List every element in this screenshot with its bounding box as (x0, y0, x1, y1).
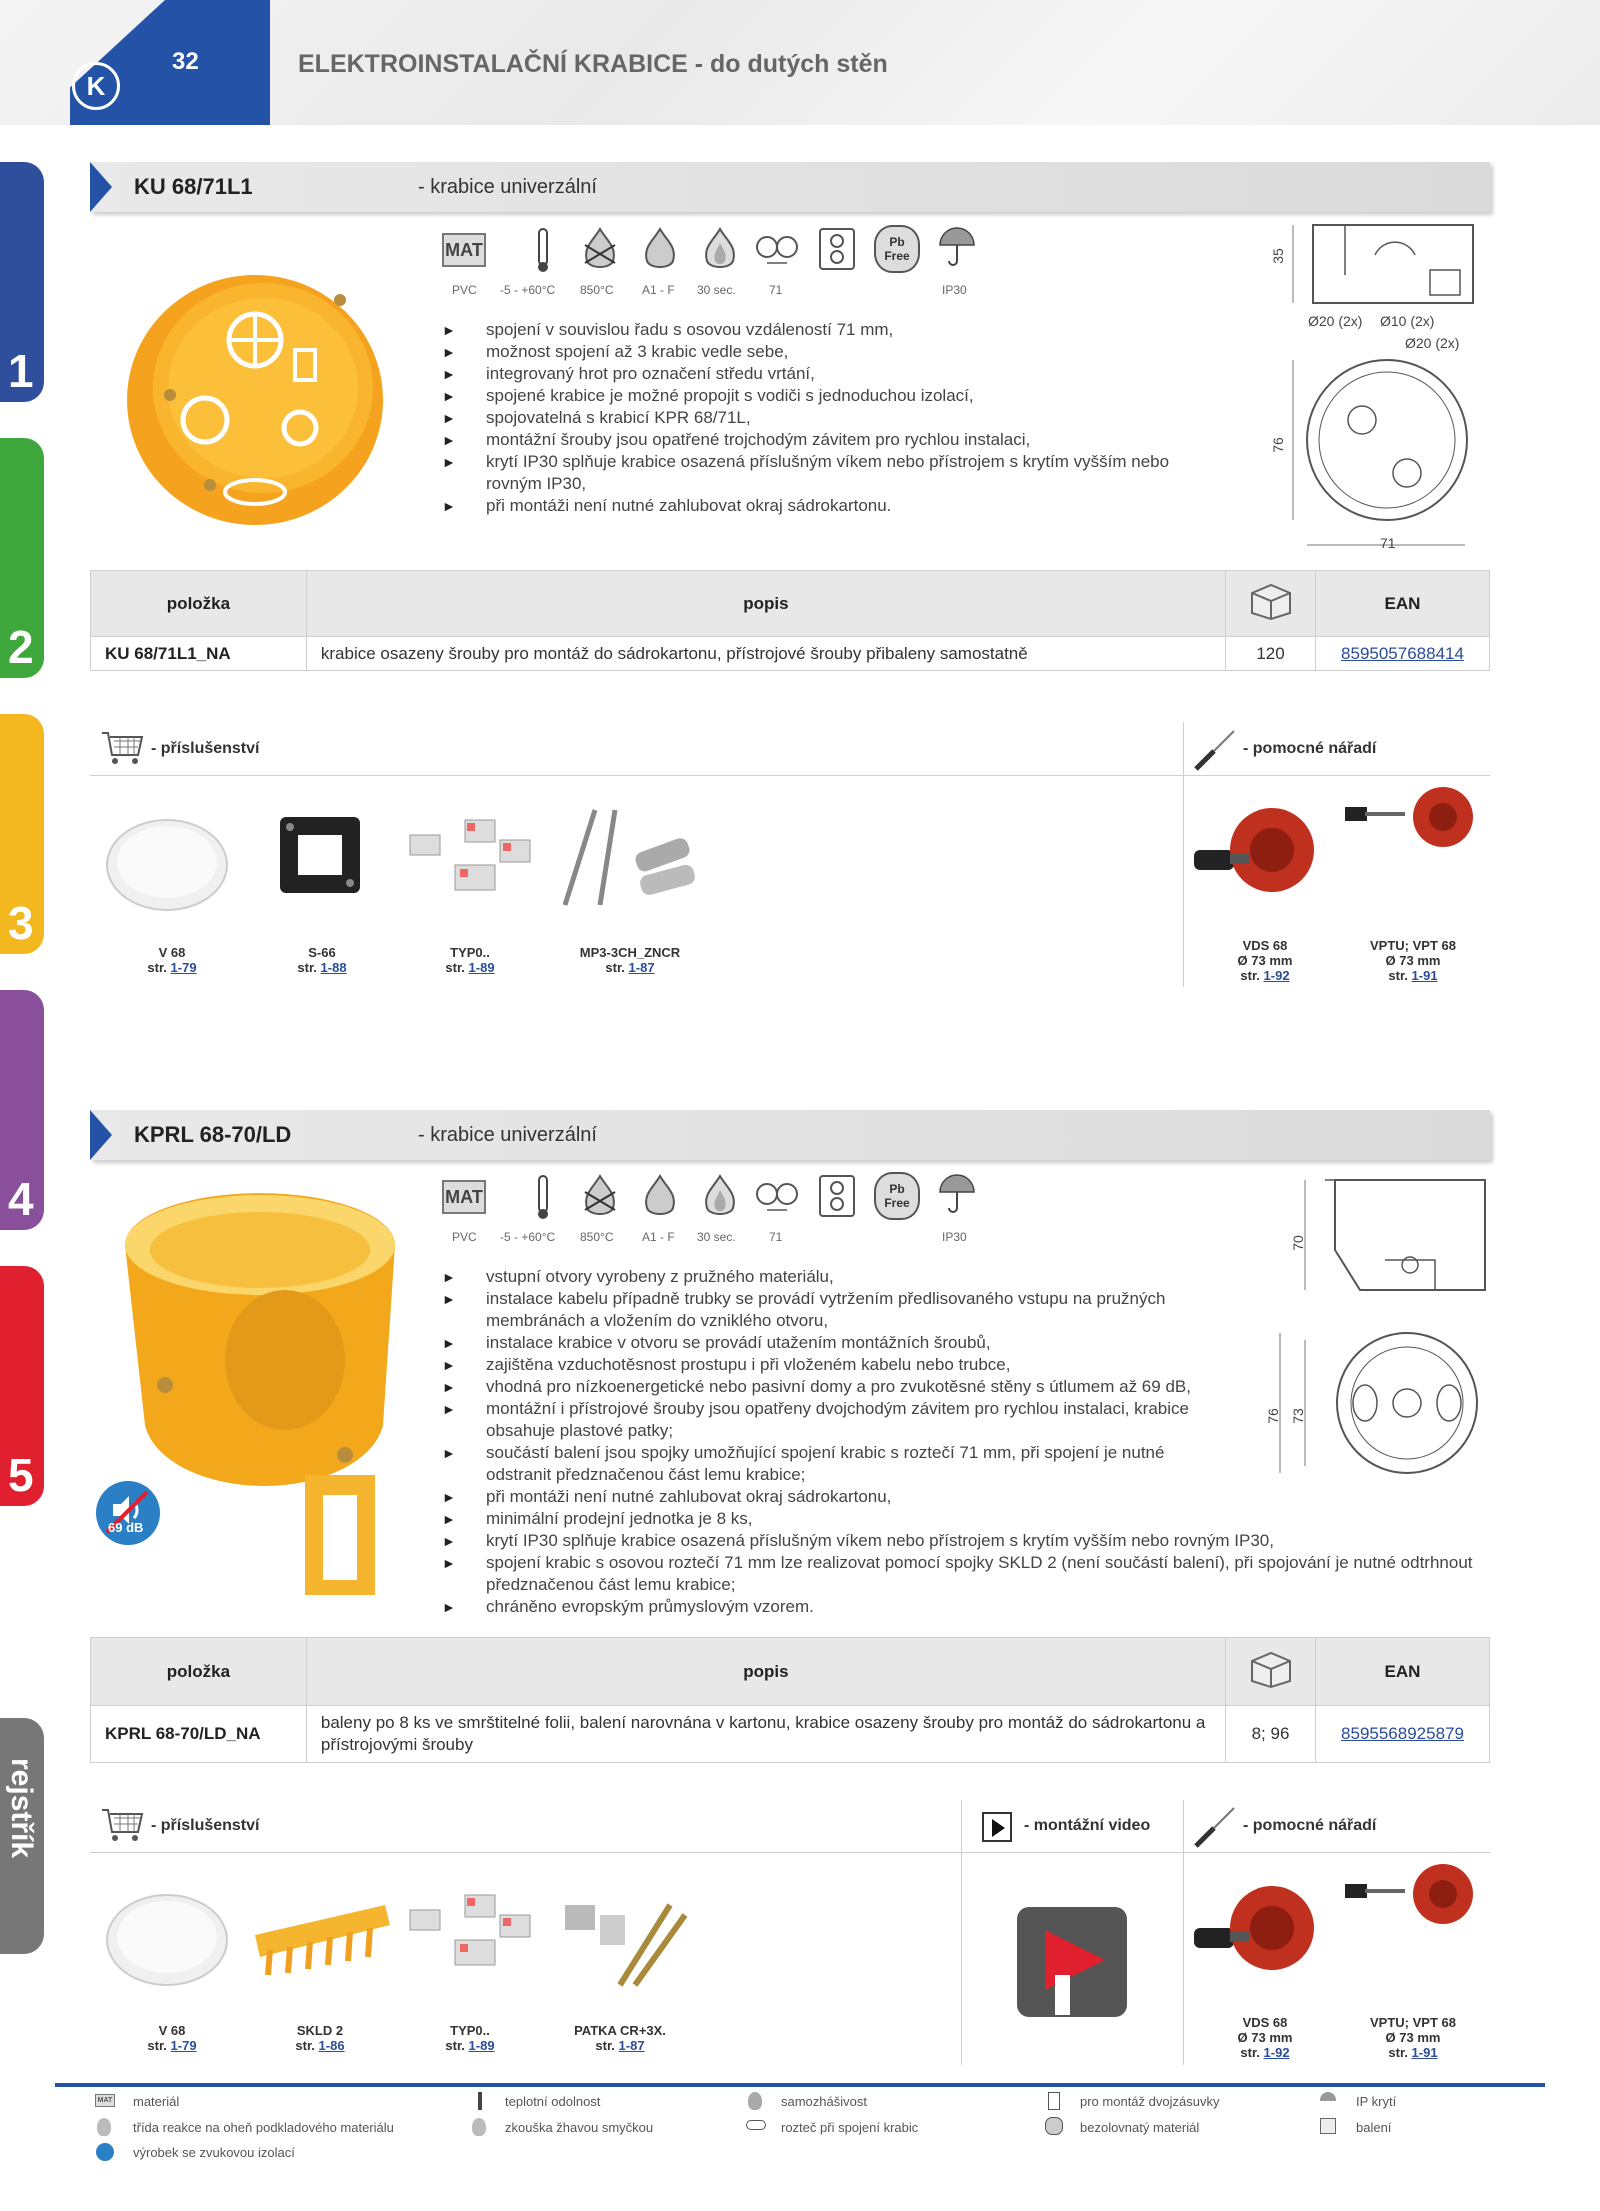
ean-link[interactable]: 8595568925879 (1315, 1706, 1489, 1763)
chapter-tab-3[interactable]: 3 (0, 714, 44, 954)
accessories-label: - příslušenství (151, 1817, 260, 1834)
cart-icon (100, 727, 144, 767)
page-link[interactable]: 1-87 (618, 2038, 645, 2053)
lead-free-icon (1045, 2117, 1063, 2135)
feature-item: ► spojené krabice je možné propojit s vodiči s jednoduchou izolací, (442, 385, 1212, 407)
box-icon (1320, 2118, 1336, 2134)
legend-item: teplotní odolnost (505, 2094, 601, 2109)
box-icon (1226, 571, 1316, 637)
chapter-tab-4[interactable]: 4 (0, 990, 44, 1230)
chapter-tab-1[interactable]: 1 (0, 162, 44, 402)
legend-item: materiál (133, 2094, 180, 2109)
legend-item: bezolovnatý materiál (1080, 2120, 1200, 2135)
dim-height: 35 (1269, 248, 1286, 264)
product-subtitle: - krabice univerzální (418, 176, 597, 198)
tool-image-vds68 (1190, 800, 1330, 900)
product-image-ku68 (115, 260, 395, 535)
tools-label: - pomocné nářadí (1243, 1817, 1377, 1834)
feature-item: ► krytí IP30 splňuje krabice osazená příslušným víkem nebo přístrojem s krytím vyšším nebo rovným IP30, (442, 1530, 1492, 1552)
material-icon: MAT (442, 1180, 486, 1214)
double-socket-icon (1048, 2092, 1060, 2110)
chapter-tab-5[interactable]: 5 (0, 1266, 44, 1506)
page-link[interactable]: 1-86 (318, 2038, 345, 2053)
chapter-tab-2[interactable]: 2 (0, 438, 44, 678)
page-link[interactable]: 1-89 (468, 2038, 495, 2053)
feature-item: ► instalace kabelu případně trubky se provádí vytržením předlisovaného vstupu na pružných membránách a vložením do vzniklého otvoru, (442, 1288, 1492, 1332)
play-video-icon[interactable] (982, 1812, 1012, 1842)
product-code: KU 68/71L1 (134, 174, 253, 199)
self-extinguishing-icon (697, 225, 743, 273)
table-row: KPRL 68-70/LD_NA baleny po 8 ks ve smrštitelné folii, balení narovnána v kartonu, krabice osazeny šrouby pro montáž do sádrokartonu a přístrojovými šrouby 8; 96 8595568925879 (91, 1706, 1490, 1763)
tool-image-vds68 (1190, 1878, 1330, 1978)
dim-side: 76 (1269, 437, 1286, 453)
page-link[interactable]: 1-91 (1411, 968, 1438, 983)
accessory-image-typ0 (405, 1890, 535, 1980)
page-link[interactable]: 1-88 (320, 960, 347, 975)
glow-wire-icon (472, 2118, 486, 2136)
glow-wire-icon (577, 225, 623, 273)
accessory-caption-typ0: TYP0.. str. 1-89 (445, 945, 495, 975)
screwdriver-icon (1190, 727, 1238, 775)
legend-item: zkouška žhavou smyčkou (505, 2120, 654, 2135)
accessory-image-v68 (105, 815, 235, 915)
technical-drawing-1 (1265, 215, 1490, 555)
page-link[interactable]: 1-79 (170, 960, 197, 975)
dim-hole-3: Ø20 (2x) (1405, 335, 1460, 351)
accessory-caption-v68: V 68 str. 1-79 (147, 945, 197, 975)
temperature-icon (520, 1172, 566, 1220)
lead-free-icon: Pb Free (874, 1172, 920, 1220)
accessory-caption-typ0: TYP0.. str. 1-89 (445, 2023, 495, 2053)
accessory-caption-patka: PATKA CR+3X. str. 1-87 (574, 2023, 666, 2053)
glow-wire-icon (577, 1172, 623, 1220)
dim-side-inner: 73 (1289, 1408, 1306, 1424)
chapter-tab-index[interactable]: rejstřík (0, 1718, 44, 1954)
lead-free-icon: Pb Free (874, 225, 920, 273)
sound-insulation-icon (96, 2143, 114, 2161)
sound-insulation-icon (95, 1480, 161, 1546)
spec-icons-2: MAT Pb Free PVC -5 - +60°C 850°C A1 - F 30 sec. 71 IP30 (442, 1172, 1002, 1232)
tool-caption-vptu: VPTU; VPT 68 Ø 73 mm str. 1-91 (1370, 2015, 1456, 2060)
tool-image-vptu (1335, 785, 1485, 865)
ip-rating-icon (934, 225, 980, 273)
material-icon: MAT (442, 233, 486, 267)
feature-item: ► spojení krabic s osovou roztečí 71 mm lze realizovat pomocí spojky SKLD 2 (není součástí balení), při spojování je nutné odtrhnout předznačenou část lemu krabice; (442, 1552, 1492, 1596)
dim-hole-1: Ø20 (2x) (1308, 313, 1363, 329)
table-row: KU 68/71L1_NA krabice osazeny šrouby pro montáž do sádrokartonu, přístrojové šrouby přibaleny samostatně 120 8595057688414 (91, 637, 1490, 671)
legend-item: pro montáž dvojzásuvky (1080, 2094, 1220, 2109)
feature-item: ► minimální prodejní jednotka je 8 ks, (442, 1508, 1492, 1530)
dim-hole-2: Ø10 (2x) (1380, 313, 1435, 329)
col-header-ean: EAN (1315, 1638, 1489, 1706)
accessory-caption-mp3: MP3-3CH_ZNCR str. 1-87 (579, 945, 681, 975)
col-header-desc: popis (306, 571, 1225, 637)
tool-image-vptu (1335, 1862, 1485, 1942)
screwdriver-icon (1190, 1804, 1238, 1852)
feature-item: ► při montáži není nutné zahlubovat okraj sádrokartonu. (442, 495, 1212, 517)
feature-item: ► při montáži není nutné zahlubovat okraj sádrokartonu, (442, 1486, 1492, 1508)
box-icon (1226, 1638, 1316, 1706)
page-link[interactable]: 1-91 (1411, 2045, 1438, 2060)
dim-bottom: 71 (1380, 535, 1396, 551)
dim-height: 70 (1289, 1235, 1306, 1251)
temperature-icon (478, 2092, 482, 2110)
feature-item: ► montážní i přístrojové šrouby jsou opatřeny dvojchodým závitem pro rychlou instalaci, krabice obsahuje plastové patky; (442, 1398, 1492, 1442)
box-pitch-icon (754, 225, 800, 273)
box-pitch-icon (746, 2120, 766, 2130)
cart-icon (100, 1804, 144, 1844)
page-link[interactable]: 1-79 (170, 2038, 197, 2053)
tool-caption-vds68: VDS 68 Ø 73 mm str. 1-92 (1237, 2015, 1293, 2060)
product-subtitle: - krabice univerzální (418, 1124, 597, 1146)
technical-drawing-2 (1265, 1170, 1495, 1480)
material-icon: MAT (95, 2094, 115, 2107)
accessory-caption-s66: S-66 str. 1-88 (297, 945, 347, 975)
spec-icons-1: MAT Pb Free PVC -5 - +60°C 850°C A1 - F 30 sec. 71 IP30 (442, 225, 1002, 285)
page-number: 32 (172, 48, 199, 75)
temperature-icon (520, 225, 566, 273)
self-extinguishing-icon (697, 1172, 743, 1220)
legend-item: samozhášivost (781, 2094, 867, 2109)
double-socket-icon (814, 225, 860, 273)
accessory-image-v68 (105, 1890, 235, 1990)
ip-rating-icon (1320, 2092, 1336, 2101)
product-header-1 (90, 162, 1490, 212)
self-extinguishing-icon (748, 2092, 762, 2110)
brand-logo: K (72, 62, 120, 110)
flame-class-icon (637, 225, 683, 273)
feature-list-1 (442, 319, 1212, 517)
tool-caption-vds68: VDS 68 Ø 73 mm str. 1-92 (1237, 938, 1293, 983)
legend-item: balení (1356, 2120, 1392, 2135)
legend-item: rozteč při spojení krabic (781, 2120, 919, 2135)
col-header-desc: popis (306, 1638, 1225, 1706)
tools-label: - pomocné nářadí (1243, 740, 1377, 757)
video-label: - montážní video (1024, 1817, 1151, 1834)
feature-item: ► integrovaný hrot pro označení středu vrtání, (442, 363, 1212, 385)
double-socket-icon (814, 1172, 860, 1220)
product-header-2 (90, 1110, 1490, 1160)
ip-rating-icon (934, 1172, 980, 1220)
accessory-image-typ0 (405, 815, 535, 905)
product-table-1 (90, 570, 1490, 671)
page-link[interactable]: 1-89 (468, 960, 495, 975)
flame-class-icon (97, 2118, 111, 2136)
legend-item: IP krytí (1356, 2094, 1397, 2109)
feature-item: ► montážní šrouby jsou opatřené trojchodým závitem pro rychlou instalaci, (442, 429, 1212, 451)
feature-item: ► vhodná pro nízkoenergetické nebo pasivní domy a pro zvukotěsné stěny s útlumem až 69 dB, (442, 1376, 1492, 1398)
col-header-ean: EAN (1315, 571, 1489, 637)
feature-item: ► součástí balení jsou spojky umožňující spojení krabic s roztečí 71 mm, při spojení je nutné odstranit předznačenou část lemu krabice; (442, 1442, 1492, 1486)
feature-item: ► vstupní otvory vyrobeny z pružného materiálu, (442, 1266, 1492, 1288)
feature-item: ► zajištěna vzduchotěsnost prostupu i při vloženém kabelu nebo trubce, (442, 1354, 1492, 1376)
flame-class-icon (637, 1172, 683, 1220)
feature-item: ► spojení v souvislou řadu s osovou vzdáleností 71 mm, (442, 319, 1212, 341)
product-code: KPRL 68-70/LD (134, 1122, 292, 1147)
accessory-image-patka (560, 1885, 695, 1995)
feature-item: ► instalace krabice v otvoru se provádí utažením montážních šroubů, (442, 1332, 1492, 1354)
legend-item: třída reakce na oheň podkladového materiálu (133, 2120, 394, 2135)
box-pitch-icon (754, 1172, 800, 1220)
accessory-image-skld2 (250, 1895, 395, 1985)
accessory-image-mp3 (555, 805, 705, 915)
sound-insulation-value: 69 dB (108, 1520, 144, 1535)
product-table-2 (90, 1637, 1490, 1763)
page-link[interactable]: 1-92 (1263, 2045, 1290, 2060)
legend-item: výrobek se zvukovou izolací (133, 2145, 295, 2160)
accessory-image-s66 (270, 805, 370, 905)
col-header-item: položka (91, 1638, 307, 1706)
accessory-caption-skld2: SKLD 2 str. 1-86 (295, 2023, 345, 2053)
page-link[interactable]: 1-87 (628, 960, 655, 975)
accessory-caption-v68: V 68 str. 1-79 (147, 2023, 197, 2053)
feature-item: ► spojovatelná s krabicí KPR 68/71L, (442, 407, 1212, 429)
page-link[interactable]: 1-92 (1263, 968, 1290, 983)
feature-item: ► chráněno evropským průmyslovým vzorem. (442, 1596, 1492, 1618)
dim-side: 76 (1264, 1408, 1281, 1424)
video-thumbnail[interactable] (1015, 1905, 1130, 2020)
feature-item: ► možnost spojení až 3 krabic vedle sebe, (442, 341, 1212, 363)
accessories-label: - příslušenství (151, 740, 260, 757)
legend-divider (55, 2083, 1545, 2087)
col-header-item: položka (91, 571, 307, 637)
page-title: ELEKTROINSTALAČNÍ KRABICE - do dutých stěn (298, 50, 888, 78)
feature-item: ► krytí IP30 splňuje krabice osazená příslušným víkem nebo přístrojem s krytím vyšším nebo rovným IP30, (442, 451, 1212, 495)
tool-caption-vptu: VPTU; VPT 68 Ø 73 mm str. 1-91 (1370, 938, 1456, 983)
ean-link[interactable]: 8595057688414 (1315, 637, 1489, 671)
